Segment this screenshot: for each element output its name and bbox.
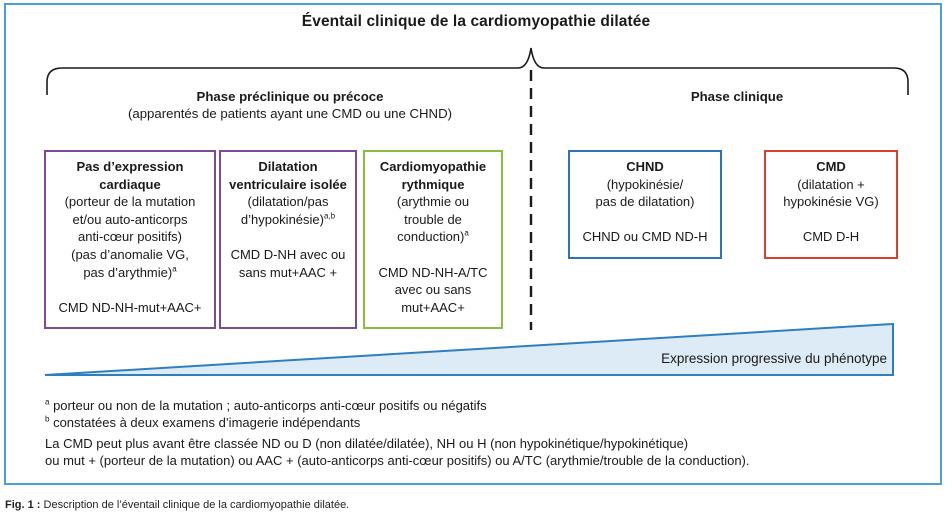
box-heading: CMD — [816, 159, 846, 174]
box-line: (porteur de la mutation — [64, 194, 196, 210]
caption-text: Description de l’éventail clinique de la cardiomyopathie dilatée. — [40, 499, 350, 511]
box-heading: Pas d’expression cardiaque — [76, 159, 184, 192]
preclinical-title: Phase préclinique ou précoce — [196, 89, 384, 104]
footnote-b: constatées à deux examens d’imagerie indépendants — [53, 415, 361, 430]
preclinical-phase — [90, 88, 490, 122]
figure-title: Éventail clinique de la cardiomyopathie dilatée — [301, 13, 651, 30]
box-heading: CHND — [626, 159, 664, 174]
clinical-title: Phase clinique — [690, 89, 784, 104]
footnote-marker: a,b — [323, 211, 336, 221]
box-line: (dilatation/pas — [247, 194, 329, 210]
box-line: pas de dilatation) — [595, 194, 695, 210]
box-code: CMD ND-NH-A/TC avec ou sans mut+AAC+ — [378, 264, 488, 315]
classification-line-2: ou mut + (porteur de la mutation) ou AAC + (auto-anticorps anti-cœur positifs) ou A/TC (arythmie/trouble de la conduction). — [45, 453, 750, 468]
footnote-marker-b: b — [45, 414, 50, 424]
box-line: conduction) — [397, 229, 465, 245]
box-cmd — [764, 150, 898, 259]
box-heading: Dilatation ventriculaire isolée — [229, 159, 347, 192]
box-line: et/ou auto-anticorps — [72, 211, 188, 227]
box-code: CHND ou CMD ND-H — [582, 229, 708, 245]
progression-label: Expression progressive du phénotype — [661, 351, 887, 366]
box-rhythmic — [363, 150, 503, 329]
box-line: (hypokinésie/ — [606, 176, 684, 192]
box-line: (arythmie ou — [396, 194, 470, 210]
box-no-expression — [44, 150, 216, 329]
footnote-marker: a — [172, 264, 177, 274]
box-line: d’hypokinésie) — [240, 211, 324, 227]
box-line: trouble de — [404, 211, 462, 227]
box-line: pas d’arythmie) — [83, 264, 173, 280]
footnote-marker-a: a — [45, 397, 50, 407]
clinical-phase — [637, 88, 837, 105]
box-line: hypokinésie VG) — [783, 194, 879, 210]
footnote-marker: a — [464, 229, 469, 239]
box-line: anti-cœur positifs) — [77, 229, 183, 245]
box-line: (pas d’anomalie VG, — [71, 246, 189, 262]
box-code: CMD D-NH avec ou sans mut+AAC + — [230, 246, 346, 280]
box-code: CMD ND-NH-mut+AAC+ — [58, 299, 202, 315]
box-isolated-dilatation — [219, 150, 357, 329]
classification-line-1: La CMD peut plus avant être classée ND ou D (non dilatée/dilatée), NH ou H (non hypokinétique/hypokinétique) — [45, 436, 689, 451]
figure-caption — [5, 499, 349, 511]
caption-label: Fig. 1 : — [5, 499, 41, 511]
box-line: (dilatation + — [797, 176, 865, 192]
footnote-a: porteur ou non de la mutation ; auto-anticorps anti-cœur positifs ou négatifs — [53, 398, 487, 413]
footnotes — [45, 397, 935, 469]
box-heading: Cardiomyopathie rythmique — [379, 159, 487, 192]
box-code: CMD D-H — [802, 229, 860, 245]
progression-wedge — [45, 324, 893, 375]
box-chnd — [568, 150, 722, 259]
preclinical-subtitle: (apparentés de patients ayant une CMD ou une CHND) — [127, 106, 452, 121]
